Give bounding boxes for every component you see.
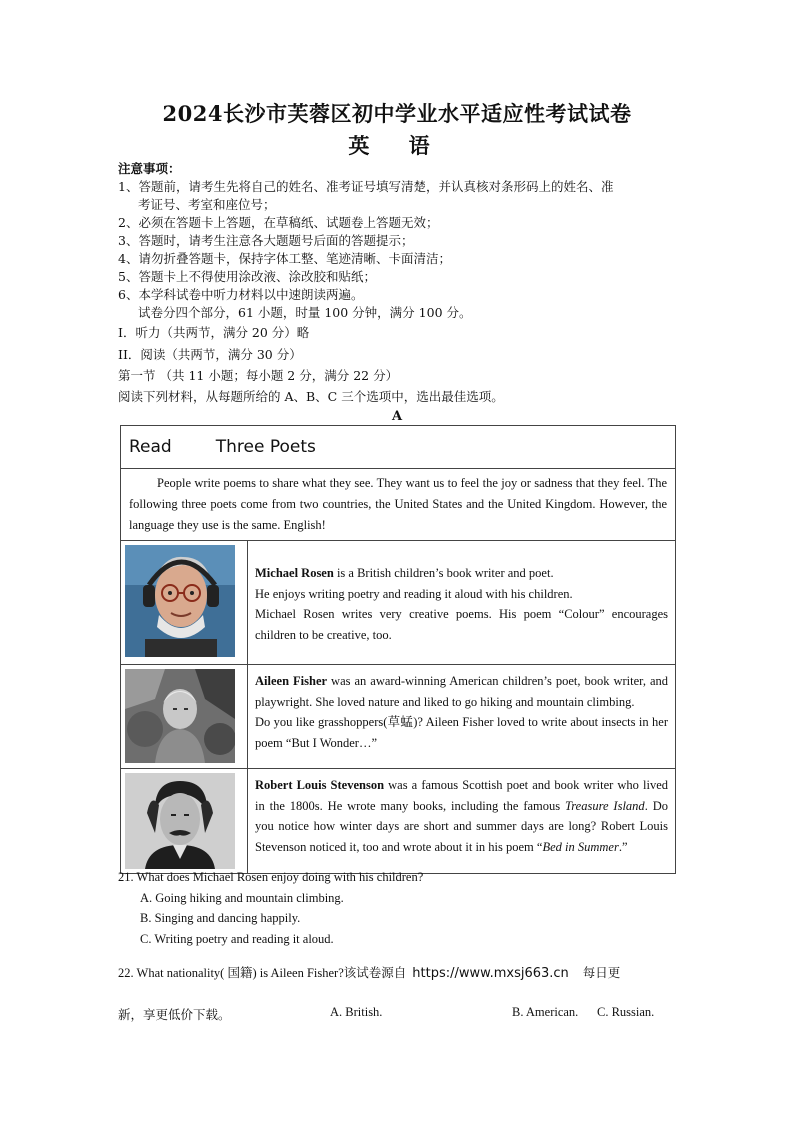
poet-name: Michael Rosen: [255, 566, 334, 580]
source-url: https://www.mxsj663.cn: [412, 966, 569, 981]
poet-text: He enjoys writing poetry and reading it aloud with his children.: [255, 586, 573, 601]
notes-heading: 注意事项：: [118, 161, 181, 176]
poet-bio: [248, 665, 676, 769]
portrait-cell: [121, 665, 248, 769]
question-22-tail: 每日更: [582, 966, 621, 980]
part-heading: 第一节 （共 11 小题；每小题 2 分，满分 22 分）: [118, 368, 399, 383]
michael-rosen-portrait: [125, 545, 235, 657]
note-line: 4、请勿折叠答题卡，保持字体工整、笔迹清晰、卡面清洁；: [118, 251, 451, 266]
note-line: 2、必须在答题卡上答题，在草稿纸、试题卷上答题无效；: [118, 215, 439, 230]
option-a: A. British.: [330, 1005, 383, 1019]
notes-block: [118, 160, 678, 322]
passage-header: [121, 426, 676, 469]
subject-title: 英 语: [348, 133, 446, 158]
poet-name: Robert Louis Stevenson: [255, 778, 385, 792]
poet-text: .”: [618, 839, 628, 854]
poet-text: Michael Rosen writes very creative poems. His poem “Colour” encourages children to be creative, too.: [255, 607, 668, 642]
section-reading: II．阅读（共两节，满分 30 分）: [118, 347, 302, 362]
poet-text: was a famous Scottish poet and book writer who lived in the 1800s. He wrote many books, including the famous: [255, 778, 669, 813]
portrait-cell: [121, 541, 248, 665]
portrait-cell: [121, 769, 248, 874]
note-line: 考证号、考室和座位号；: [138, 197, 276, 212]
exam-title: 2024长沙市芙蓉区初中学业水平适应性考试试卷: [162, 101, 632, 126]
robert-louis-stevenson-portrait: [125, 773, 235, 869]
header-title: Three Poets: [215, 437, 316, 457]
option-b: B. American.: [512, 1005, 579, 1019]
poem-title: Bed in Summer: [542, 839, 619, 854]
book-title: Treasure Island: [565, 798, 645, 813]
note-line: 5、答题卡上不得使用涂改液、涂改胶和贴纸；: [118, 269, 376, 284]
option-c: C. Writing poetry and reading it aloud.: [140, 932, 334, 946]
instruction: 阅读下列材料，从每题所给的 A、B、C 三个选项中，选出最佳选项。: [118, 389, 504, 404]
poet-text: . Do you notice how winter days are short and summer days are long? Robert Louis Stevenson noticed it, too and wrote about it in his poem “: [255, 798, 668, 854]
option-a: A. Going hiking and mountain climbing.: [140, 891, 344, 905]
question-22-text: 22. What nationality( 国籍) is Aileen Fisher?该试卷源自: [118, 966, 407, 980]
passage-intro: People write poems to share what they see. They want us to feel the joy or sadness that they feel. The following three poets come from two countries, the United States and the United Kingdom. However, the language they use is the same. English!: [121, 469, 676, 541]
passage-label: A: [391, 409, 403, 424]
question-21: 21. What does Michael Rosen enjoy doing with his children?: [118, 870, 424, 884]
aileen-fisher-portrait: [125, 669, 235, 763]
poet-text: Do you like grasshoppers(草蜢)? Aileen Fisher loved to write about insects in her poem “But I Wonder…”: [255, 715, 668, 750]
note-line: 3、答题时，请考生注意各大题题号后面的答题提示；: [118, 233, 414, 248]
question-22: [118, 963, 678, 981]
poet-text: is a British children’s book writer and poet.: [333, 566, 554, 580]
option-b: B. Singing and dancing happily.: [140, 911, 301, 925]
note-line: 6、本学科试卷中听力材料以中速朗读两遍。: [118, 287, 364, 302]
poet-text: was an award-winning American children’s poet, book writer, and playwright. She loved nature and liked to go hiking and mountain climbing.: [255, 674, 668, 709]
note-line: 试卷分四个部分，61 小题，时量 100 分钟，满分 100 分。: [138, 305, 472, 320]
question-22-line2: 新，享更低价下载。: [118, 1008, 231, 1022]
poet-bio: [248, 769, 676, 874]
note-line: 1、答题前，请考生先将自己的姓名、准考证号填写清楚，并认真核对条形码上的姓名、准: [118, 179, 614, 194]
poet-bio: [248, 541, 676, 665]
option-c: C. Russian.: [597, 1005, 655, 1019]
passage-table: [120, 425, 676, 874]
poet-name: Aileen Fisher: [255, 674, 328, 688]
section-listening: I．听力（共两节，满分 20 分）略: [118, 325, 310, 340]
header-read: Read: [129, 437, 172, 457]
